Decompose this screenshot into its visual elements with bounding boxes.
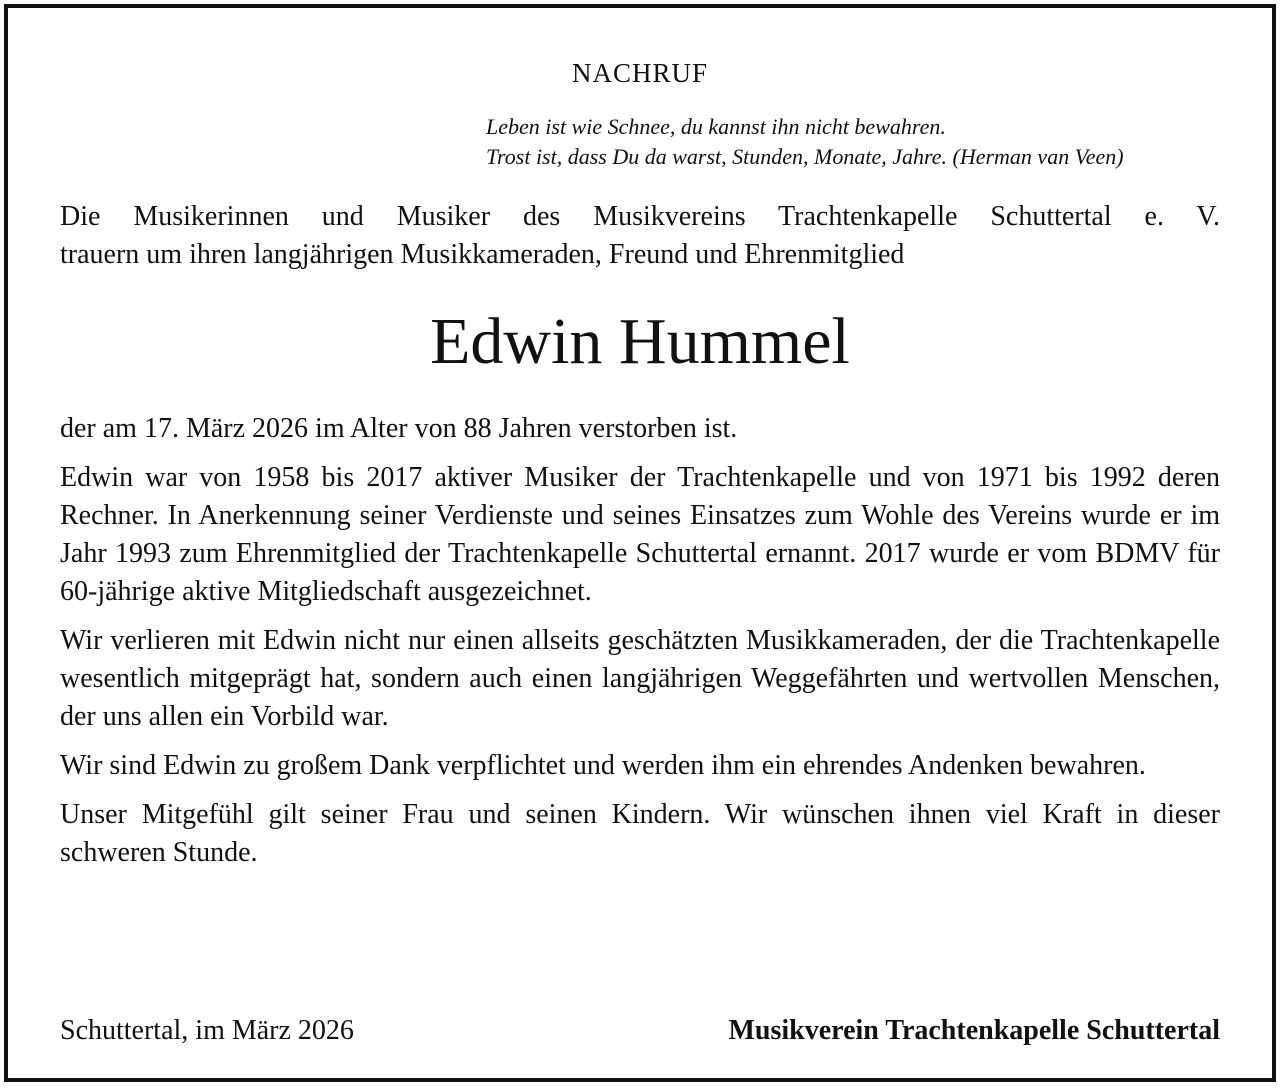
paragraph-career: Edwin war von 1958 bis 2017 aktiver Musiker der Trachtenkapelle und von 1971 bis 1992 deren Rechner. In Anerkennung seiner Verdienste und seines Einsatzes zum Wohle des Vereins wurde er im Jahr 1993 zum Ehrenmitglied der Trachtenkapelle Schuttertal ernannt. 2017 wurde er vom BDMV für 60-jährige aktive Mitgliedschaft ausgezeichnet. (60, 462, 1220, 607)
place-date: Schuttertal, im März 2026 (60, 1015, 354, 1046)
intro-text (60, 198, 1220, 274)
quote-line: Trost ist, dass Du da warst, Stunden, Monate, Jahre. (Herman van Veen) (486, 144, 1124, 169)
paragraph-condolence: Unser Mitgefühl gilt seiner Frau und seinen Kindern. Wir wünschen ihnen viel Kraft in dieser schweren Stunde. (60, 799, 1220, 868)
deceased-name: Edwin Hummel (430, 305, 850, 378)
quote (486, 112, 1124, 172)
quote-line: Leben ist wie Schnee, du kannst ihn nicht bewahren. (486, 114, 946, 139)
paragraph-gratitude: Wir sind Edwin zu großem Dank verpflichtet und werden ihm ein ehrendes Andenken bewahren. (60, 750, 1146, 781)
paragraph-death-date: der am 17. März 2026 im Alter von 88 Jahren verstorben ist. (60, 413, 738, 444)
obituary-notice (4, 4, 1276, 1082)
body-text (60, 410, 1220, 883)
signature: Musikverein Trachtenkapelle Schuttertal (728, 1015, 1220, 1046)
intro-line: trauern um ihren langjährigen Musikkameraden, Freund und Ehrenmitglied (60, 239, 905, 270)
notice-footer (60, 1012, 1220, 1050)
notice-content (60, 8, 1220, 1078)
notice-title: NACHRUF (571, 58, 709, 88)
paragraph-tribute: Wir verlieren mit Edwin nicht nur einen allseits geschätzten Musikkameraden, der die Trachtenkapelle wesentlich mitgeprägt hat, sondern auch einen langjährigen Weggefährten und wertvollen Menschen, der uns allen ein Vorbild war. (60, 625, 1220, 732)
intro-line: Die Musikerinnen und Musiker des Musikvereins Trachtenkapelle Schuttertal e. V. (60, 201, 1220, 232)
